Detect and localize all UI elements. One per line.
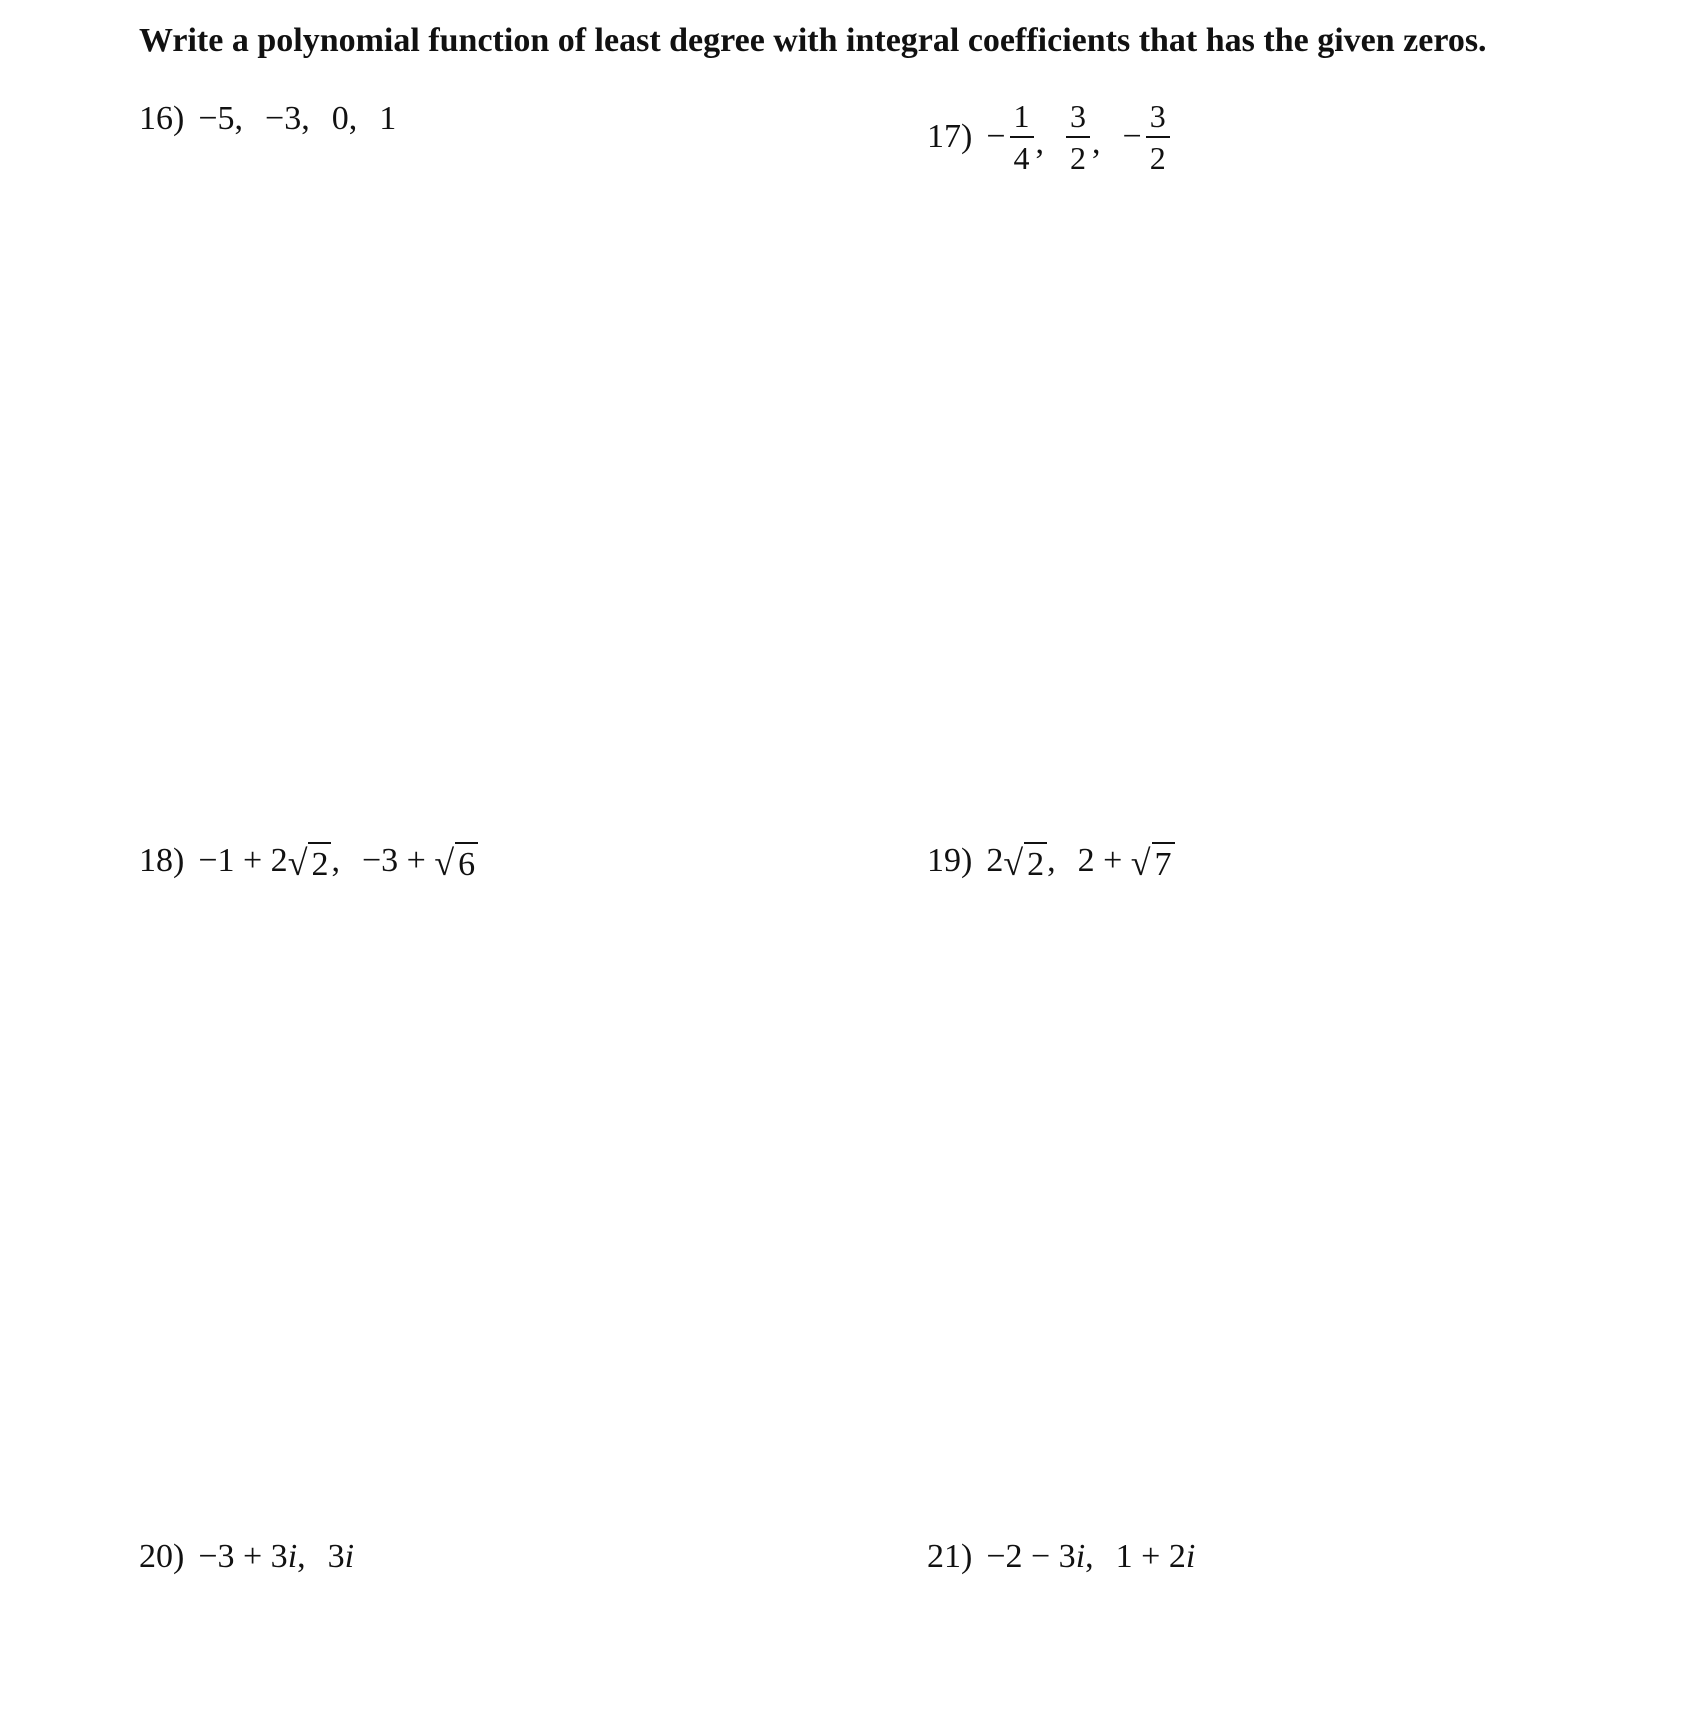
zero-real-part: −2 − 3 [986, 1538, 1076, 1575]
zero-value: 0, [331, 100, 358, 137]
problem-number: 18) [139, 842, 185, 879]
numerator: 3 [1066, 100, 1090, 138]
radical-sign: √ [1003, 843, 1024, 883]
numerator: 3 [1146, 100, 1170, 138]
problem-20 [139, 1538, 354, 1576]
comma: , [1092, 124, 1101, 161]
fraction [1010, 100, 1034, 174]
radicand: 2 [1024, 842, 1047, 884]
radical [1003, 838, 1047, 884]
problem-number: 17) [927, 118, 973, 155]
problem-number: 19) [927, 842, 973, 879]
denominator: 2 [1149, 140, 1166, 176]
problem-number: 20) [139, 1538, 185, 1575]
zero-prefix: 2 [986, 842, 1004, 879]
radical [288, 838, 332, 884]
radical-sign: √ [434, 843, 455, 883]
imaginary-unit: i [344, 1538, 355, 1575]
fraction [1066, 100, 1090, 174]
zero-value: −5, [198, 100, 244, 137]
zero-prefix: 2 + [1077, 842, 1123, 879]
zero-value: −3, [265, 100, 310, 137]
zero-real-part: −3 + 3 [198, 1538, 288, 1575]
comma: , [331, 842, 340, 879]
fraction [1146, 100, 1170, 174]
radical-sign: √ [287, 843, 308, 883]
denominator: 4 [1013, 140, 1030, 176]
negative-sign: − [1122, 118, 1142, 155]
radicand: 7 [1152, 842, 1175, 884]
problem-number: 16) [139, 100, 185, 137]
instructions-heading: Write a polynomial function of least degree with integral coefficients that has the given zeros. [139, 22, 1487, 59]
radical [434, 838, 478, 884]
imaginary-unit: i [1075, 1538, 1086, 1575]
problem-17 [927, 100, 1170, 174]
comma: , [1047, 842, 1056, 879]
numerator: 1 [1010, 100, 1034, 138]
comma: , [1085, 1538, 1094, 1575]
problem-21 [927, 1538, 1195, 1576]
zero-prefix: −1 + 2 [198, 842, 288, 879]
zero-prefix: −3 + [361, 842, 426, 879]
problem-18 [139, 838, 478, 884]
zero-real-part: 1 + 2 [1115, 1538, 1186, 1575]
comma: , [297, 1538, 306, 1575]
radicand: 6 [455, 842, 478, 884]
comma: , [1035, 124, 1045, 161]
problem-number: 21) [927, 1538, 973, 1575]
negative-sign: − [986, 118, 1006, 155]
imaginary-unit: i [287, 1538, 298, 1575]
zero-real-part: 3 [327, 1538, 345, 1575]
radical-sign: √ [1130, 843, 1151, 883]
imaginary-unit: i [1185, 1538, 1196, 1575]
radical [1131, 838, 1175, 884]
problem-16 [139, 100, 396, 138]
problem-19 [927, 838, 1175, 884]
denominator: 2 [1070, 140, 1087, 176]
radicand: 2 [308, 842, 331, 884]
zero-value: 1 [379, 100, 397, 137]
